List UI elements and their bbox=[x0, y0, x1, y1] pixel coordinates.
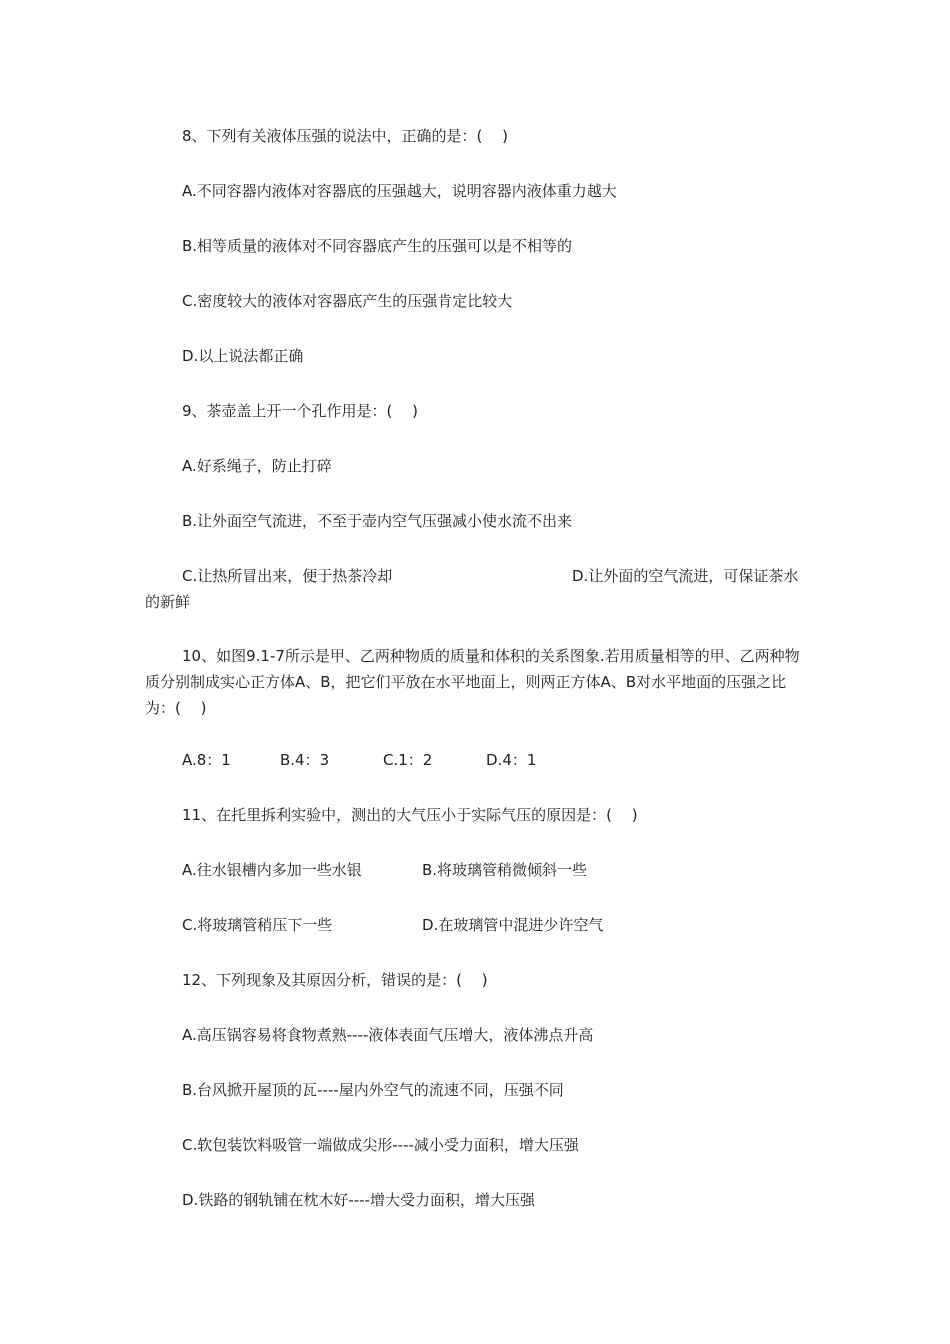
question-11-option-d: D.在玻璃管中混进少许空气 bbox=[422, 916, 604, 934]
question-9-options-cd bbox=[145, 563, 810, 615]
question-10-option-b: B.4：3 bbox=[280, 751, 330, 769]
question-10-stem: 10、如图9.1-7所示是甲、乙两种物质的质量和体积的关系图象.若用质量相等的甲、乙两种物质分别制成实心正方体A、B，把它们平放在水平地面上，则两正方体A、B对水平地面的压强之比为：( ) bbox=[145, 647, 800, 717]
question-12-option-d: D.铁路的钢轨铺在枕木好----增大受力面积，增大压强 bbox=[182, 1191, 535, 1209]
question-9-option-b: B.让外面空气流进，不至于壶内空气压强减小使水流不出来 bbox=[182, 512, 573, 530]
question-11-stem: 11、在托里拆利实验中，测出的大气压小于实际气压的原因是：( ) bbox=[182, 806, 638, 824]
question-8-option-d: D.以上说法都正确 bbox=[182, 347, 304, 365]
question-9-option-c: C.让热所冒出来，便于热茶冷却 bbox=[182, 567, 393, 585]
question-12-option-b: B.台风掀开屋顶的瓦----屋内外空气的流速不同，压强不同 bbox=[182, 1081, 564, 1099]
question-11-option-a: A.往水银槽内多加一些水银 bbox=[182, 861, 362, 879]
question-9-stem: 9、茶壶盖上开一个孔作用是：( ) bbox=[182, 402, 419, 420]
question-8-stem: 8、下列有关液体压强的说法中，正确的是：( ) bbox=[182, 127, 509, 145]
question-10-option-c: C.1：2 bbox=[383, 751, 433, 769]
question-8-option-c: C.密度较大的液体对容器底产生的压强肯定比较大 bbox=[182, 292, 513, 310]
question-12-option-c: C.软包装饮料吸管一端做成尖形----减小受力面积，增大压强 bbox=[182, 1136, 579, 1154]
question-10-option-d: D.4：1 bbox=[486, 751, 537, 769]
question-12-option-a: A.高压锅容易将食物煮熟----液体表面气压增大，液体沸点升高 bbox=[182, 1026, 594, 1044]
question-11-option-b: B.将玻璃管稍微倾斜一些 bbox=[422, 861, 588, 879]
question-10-option-a: A.8：1 bbox=[182, 751, 231, 769]
question-12-stem: 12、下列现象及其原因分析，错误的是：( ) bbox=[182, 971, 488, 989]
question-8-option-b: B.相等质量的液体对不同容器底产生的压强可以是不相等的 bbox=[182, 237, 573, 255]
question-9-option-d: D.让外面的空气流进，可保证茶水的新鲜 bbox=[145, 567, 799, 611]
question-8-option-a: A.不同容器内液体对容器底的压强越大，说明容器内液体重力越大 bbox=[182, 182, 617, 200]
question-11-option-c: C.将玻璃管稍压下一些 bbox=[182, 916, 333, 934]
question-9-option-a: A.好系绳子，防止打碎 bbox=[182, 457, 332, 475]
